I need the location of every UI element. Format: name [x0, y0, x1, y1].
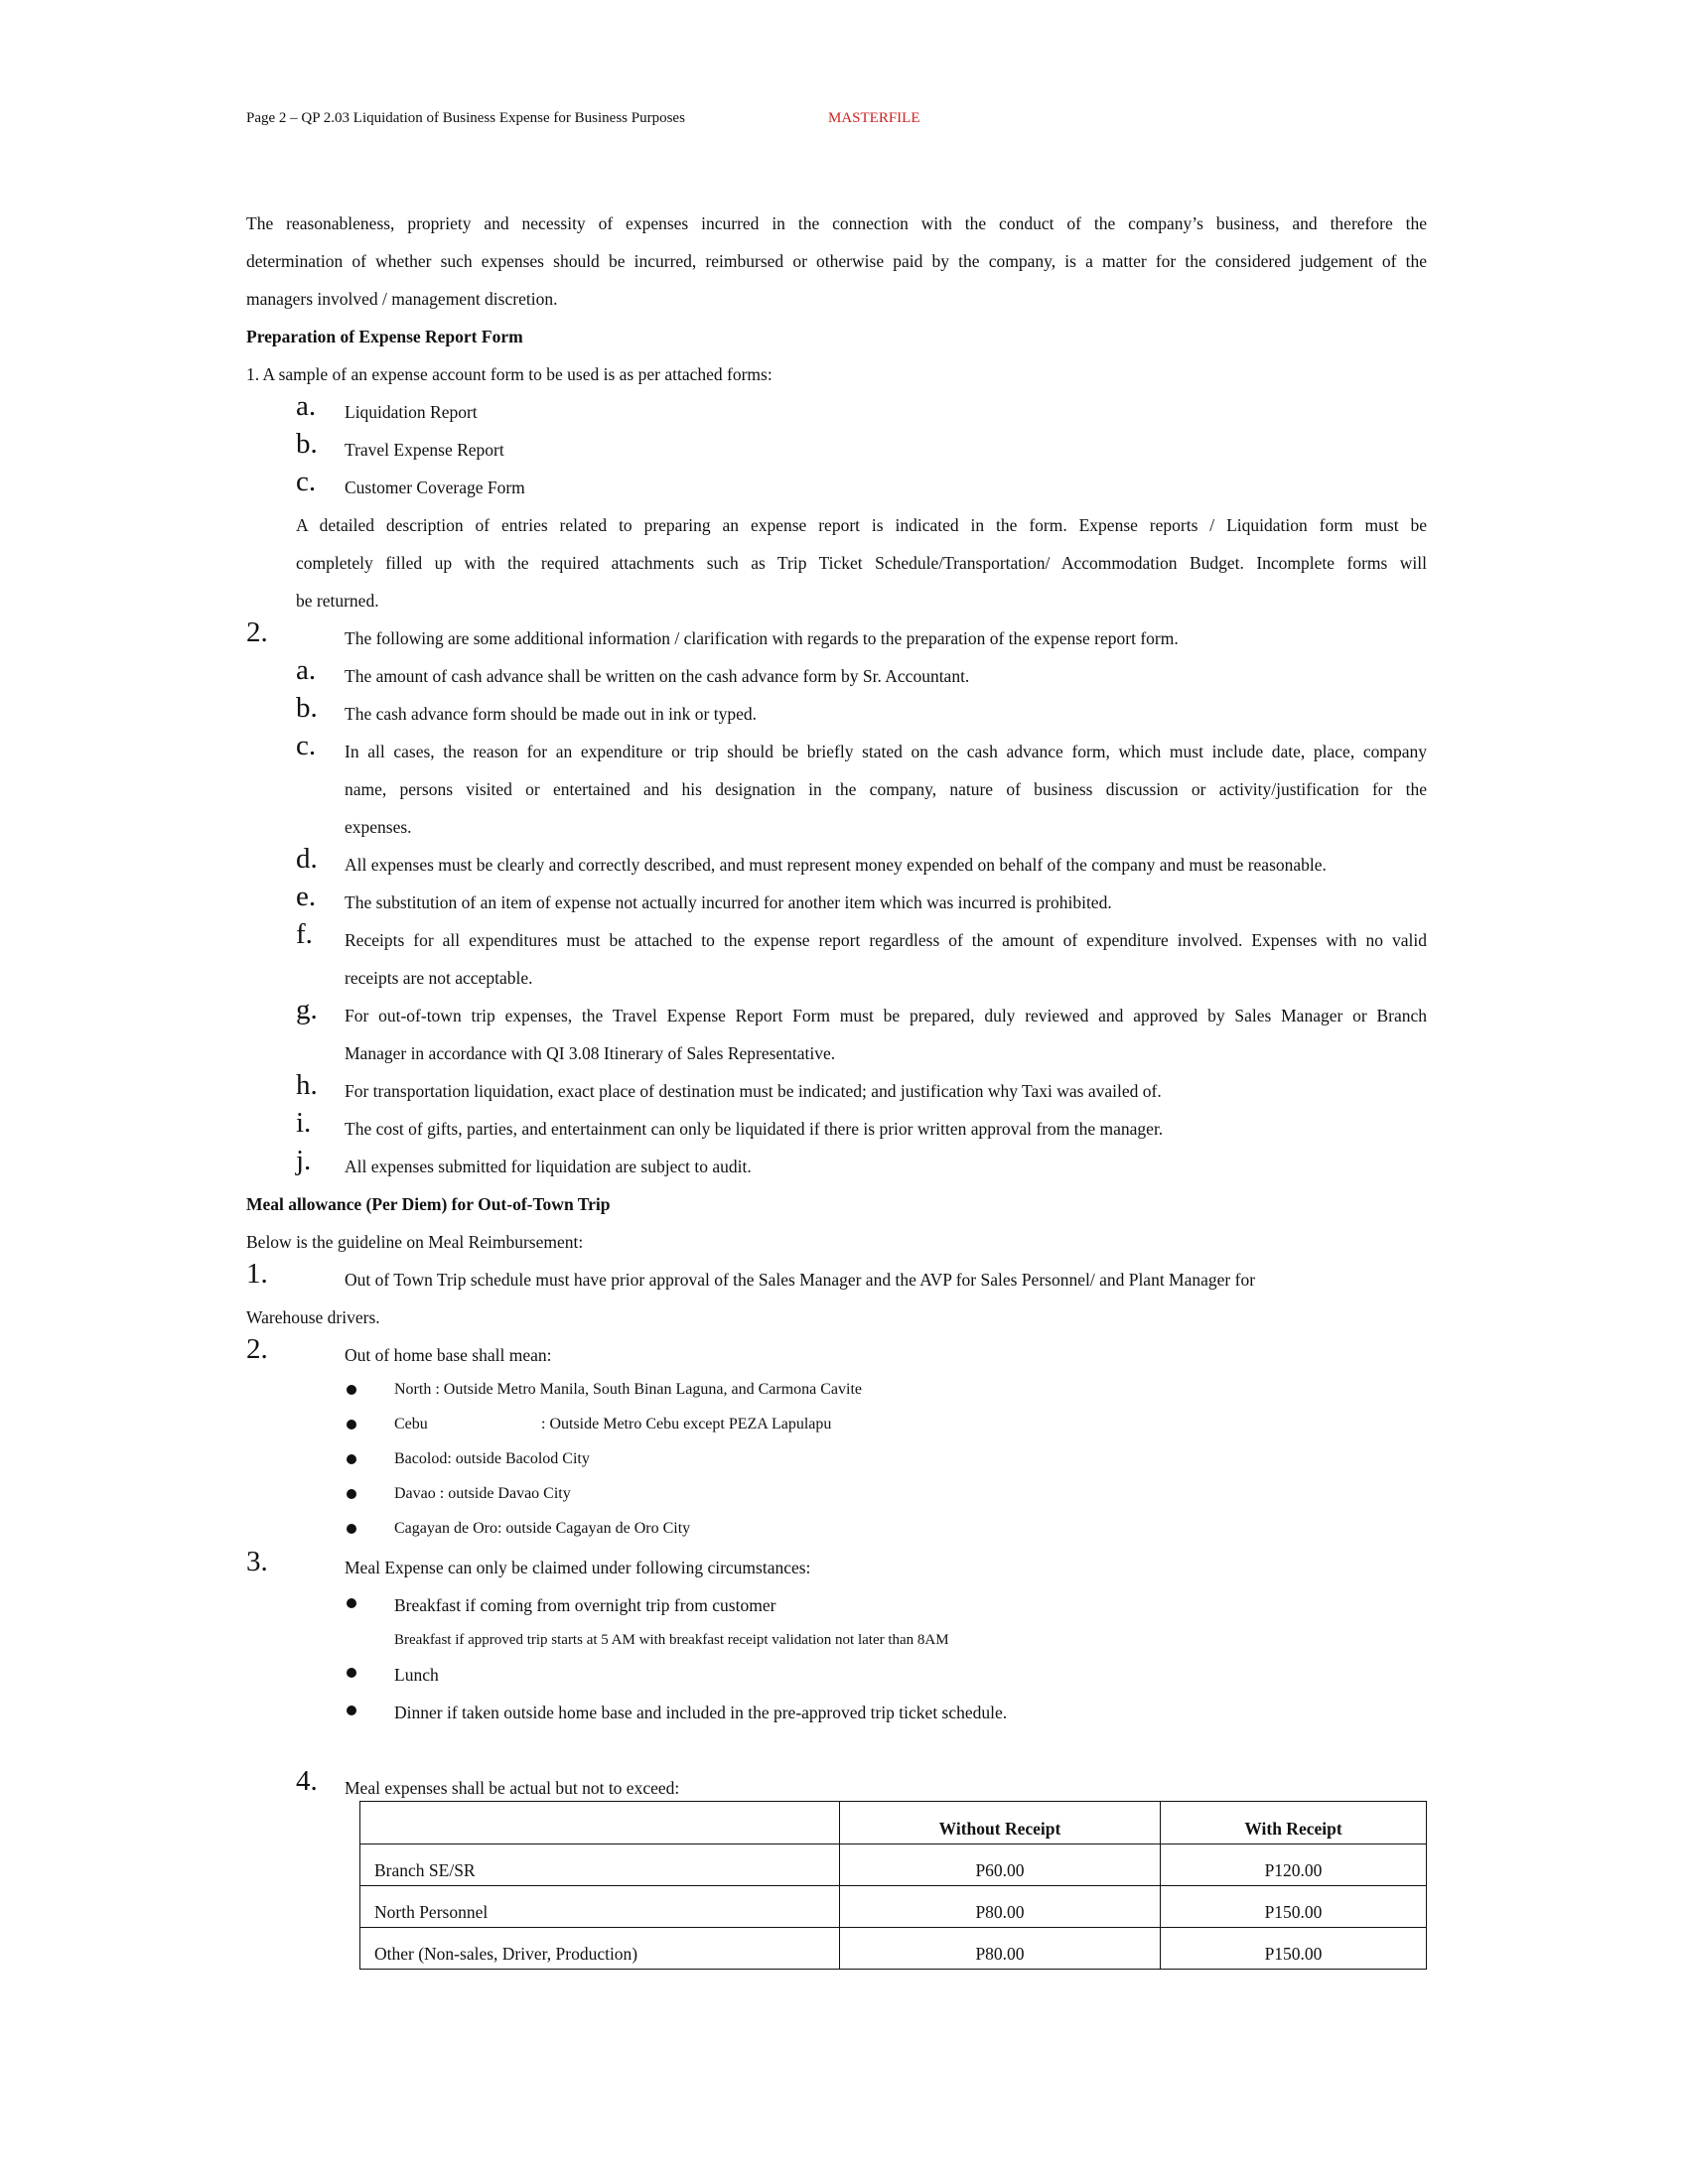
meal-note: Breakfast if approved trip starts at 5 AM with breakfast receipt validation not later than 8AM [394, 1632, 949, 1648]
table-cell: P150.00 [1161, 1886, 1427, 1928]
table-cell: North Personnel [360, 1886, 840, 1928]
detail-line: A detailed description of entries related to preparing an expense report is indicated in the form. Expense reports / Liquidation form must be [296, 515, 1427, 535]
list-item: Meal expenses shall be actual but not to exceed: [345, 1778, 680, 1798]
table-row [360, 1928, 1427, 1970]
bullet-icon [347, 1706, 356, 1715]
list-marker: f. [296, 918, 313, 950]
list-marker: h. [296, 1069, 318, 1101]
detail-line: be returned. [296, 591, 379, 611]
bullet-icon [347, 1668, 356, 1678]
list-marker: i. [296, 1107, 312, 1139]
list-item: For out-of-town trip expenses, the Travel Expense Report Form must be prepared, duly reviewed and approved by Sales Manager or Branch [345, 1006, 1427, 1025]
table-cell: Branch SE/SR [360, 1844, 840, 1886]
guideline-text: Below is the guideline on Meal Reimbursement: [246, 1232, 584, 1252]
list-marker: b. [296, 428, 318, 460]
list-item: Out of Town Trip schedule must have prior approval of the Sales Manager and the AVP for Sales Personnel/ and Plant Manager for [345, 1270, 1256, 1290]
list-marker: b. [296, 692, 318, 724]
list-item: Meal Expense can only be claimed under following circumstances: [345, 1558, 811, 1577]
bullet-icon [347, 1385, 356, 1395]
list-item: For transportation liquidation, exact place of destination must be indicated; and justification why Taxi was availed of. [345, 1081, 1162, 1101]
list-marker: 1. [246, 1258, 268, 1290]
bullet-icon [347, 1420, 356, 1430]
list-item: 1. A sample of an expense account form to be used is as per attached forms: [246, 364, 773, 384]
list-item: All expenses submitted for liquidation are subject to audit. [345, 1157, 752, 1176]
list-item: Warehouse drivers. [246, 1307, 380, 1327]
table-cell: P80.00 [840, 1886, 1161, 1928]
list-item: In all cases, the reason for an expenditure or trip should be briefly stated on the cash advance form, which must include date, place, company [345, 742, 1427, 761]
table-header-row [360, 1802, 1427, 1844]
masterfile-label: MASTERFILE [828, 110, 920, 126]
list-item: Travel Expense Report [345, 440, 504, 460]
table-cell: P80.00 [840, 1928, 1161, 1970]
list-marker: 2. [246, 616, 268, 648]
table-row [360, 1886, 1427, 1928]
list-item: The following are some additional information / clarification with regards to the preparation of the expense report form. [345, 628, 1179, 648]
list-item: receipts are not acceptable. [345, 968, 533, 988]
list-item: expenses. [345, 817, 412, 837]
table-cell: P120.00 [1161, 1844, 1427, 1886]
table-cell: P150.00 [1161, 1928, 1427, 1970]
home-base-item: Cagayan de Oro: outside Cagayan de Oro City [394, 1520, 691, 1537]
home-base-item: North : Outside Metro Manila, South Binan Laguna, and Carmona Cavite [394, 1381, 863, 1398]
meal-rates-table [359, 1801, 1427, 1970]
section-title: Meal allowance (Per Diem) for Out-of-Town Trip [246, 1194, 611, 1214]
intro-line: determination of whether such expenses should be incurred, reimbursed or otherwise paid by the company, is a matter for the considered judgement of the [246, 251, 1427, 271]
list-marker: c. [296, 466, 317, 497]
meal-item: Lunch [394, 1665, 439, 1685]
home-base-item: Davao : outside Davao City [394, 1485, 571, 1502]
list-marker: a. [296, 654, 317, 686]
intro-line: The reasonableness, propriety and necessity of expenses incurred in the connection with the conduct of the company’s business, and therefore the [246, 213, 1427, 233]
section-title: Preparation of Expense Report Form [246, 327, 523, 346]
table-header-cell [360, 1802, 840, 1844]
list-item: Out of home base shall mean: [345, 1345, 552, 1365]
list-marker: a. [296, 390, 317, 422]
bullet-icon [347, 1524, 356, 1534]
list-marker: c. [296, 730, 317, 761]
list-item: The substitution of an item of expense not actually incurred for another item which was incurred is prohibited. [345, 892, 1112, 912]
list-marker: 4. [296, 1765, 318, 1797]
list-item: Customer Coverage Form [345, 478, 525, 497]
table-cell: Other (Non-sales, Driver, Production) [360, 1928, 840, 1970]
list-marker: d. [296, 843, 318, 875]
home-base-detail: : Outside Metro Cebu except PEZA Lapulapu [541, 1416, 832, 1433]
list-marker: 2. [246, 1333, 268, 1365]
table-cell: P60.00 [840, 1844, 1161, 1886]
table-header-cell: With Receipt [1161, 1802, 1427, 1844]
bullet-icon [347, 1489, 356, 1499]
bullet-icon [347, 1598, 356, 1608]
intro-line: managers involved / management discretion. [246, 289, 558, 309]
list-item: All expenses must be clearly and correctly described, and must represent money expended on behalf of the company and must be reasonable. [345, 855, 1327, 875]
list-item: The cash advance form should be made out in ink or typed. [345, 704, 758, 724]
list-marker: 3. [246, 1546, 268, 1577]
list-marker: e. [296, 881, 317, 912]
meal-item: Dinner if taken outside home base and included in the pre-approved trip ticket schedule. [394, 1703, 1008, 1722]
list-item: The amount of cash advance shall be written on the cash advance form by Sr. Accountant. [345, 666, 970, 686]
list-item: Manager in accordance with QI 3.08 Itinerary of Sales Representative. [345, 1043, 836, 1063]
home-base-item: Cebu [394, 1416, 428, 1433]
bullet-icon [347, 1454, 356, 1464]
list-item: The cost of gifts, parties, and entertainment can only be liquidated if there is prior written approval from the manager. [345, 1119, 1164, 1139]
list-marker: j. [296, 1145, 312, 1176]
table-row [360, 1844, 1427, 1886]
detail-line: completely filled up with the required attachments such as Trip Ticket Schedule/Transportation/ Accommodation Budget. Incomplete forms will [296, 553, 1427, 573]
list-marker: g. [296, 994, 318, 1025]
list-item: Receipts for all expenditures must be attached to the expense report regardless of the amount of expenditure involved. Expenses with no valid [345, 930, 1427, 950]
home-base-item: Bacolod: outside Bacolod City [394, 1450, 590, 1467]
page-header: Page 2 – QP 2.03 Liquidation of Business Expense for Business Purposes [246, 110, 685, 126]
table-header-cell: Without Receipt [840, 1802, 1161, 1844]
meal-item: Breakfast if coming from overnight trip from customer [394, 1595, 776, 1615]
list-item: name, persons visited or entertained and his designation in the company, nature of business discussion or activity/justification for the [345, 779, 1427, 799]
list-item: Liquidation Report [345, 402, 478, 422]
